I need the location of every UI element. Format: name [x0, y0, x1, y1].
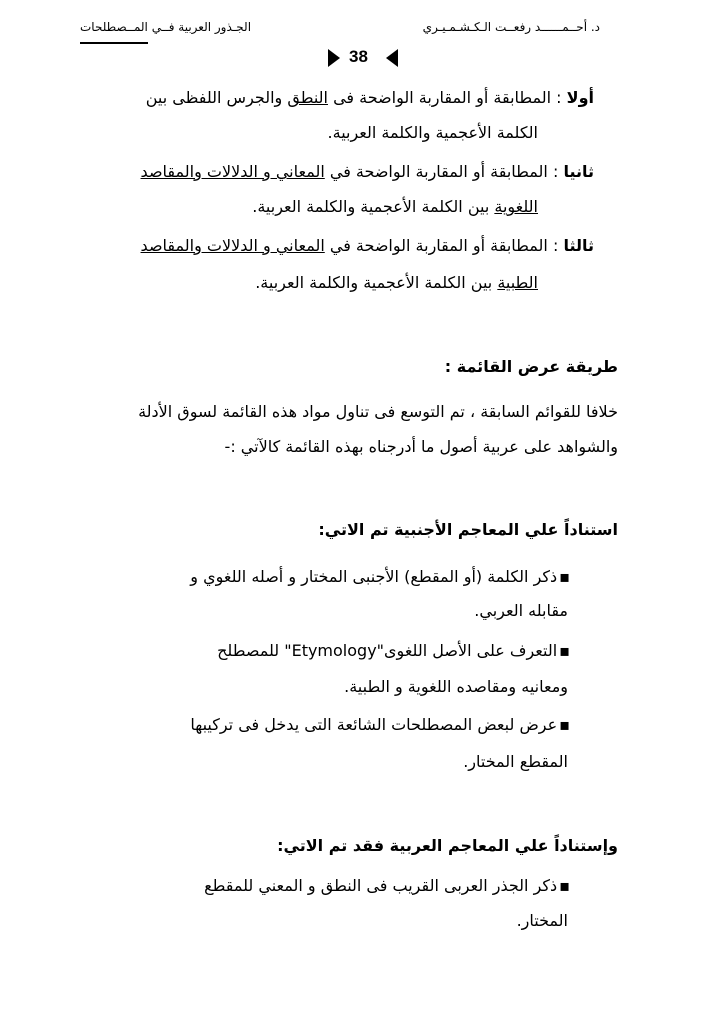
page-number: 38	[349, 47, 368, 66]
method-heading: طريقة عرض القائمة :	[444, 357, 618, 376]
foreign-bullet-1-line-2: مقابله العربي.	[474, 601, 568, 620]
foreign-bullet-1-line-1: ▪ ذكر الكلمة (أو المقطع) الأجنبى المختار و أصله اللغوي و	[190, 567, 570, 586]
criterion-2-line-1-run-3: المعاني و الدلالات والمقاصد	[140, 162, 325, 181]
criterion-1-line-1-run-3: النطق	[287, 88, 328, 107]
arabic-dictionaries-heading: وإستناداً علي المعاجم العربية فقد تم الاتي:	[277, 836, 618, 855]
criterion-2-line-1	[141, 162, 594, 181]
criterion-3-line-1	[141, 236, 594, 255]
criterion-2-line-1-run-2: : المطابقة أو المقاربة الواضحة في	[324, 162, 564, 181]
header-author: د. أحــمــــــد رفعــت الـكـشـمـيـري	[422, 20, 600, 34]
arrow-right-icon	[328, 49, 340, 67]
criterion-3-line-2-run-1: الطبية	[497, 273, 538, 292]
criterion-2-line-2-run-1: اللغوية	[494, 197, 538, 216]
arrow-left-icon	[386, 49, 398, 67]
criterion-1-line-2	[328, 123, 538, 142]
foreign-bullet-3-line-2: المقطع المختار.	[463, 752, 568, 771]
criterion-2-line-2-run-2: بين الكلمة الأعجمية والكلمة العربية.	[252, 197, 495, 216]
header-book-title: الجـذور العربية فــي المــصطلحات	[80, 20, 252, 34]
criterion-1-line-1-run-1: أولا	[566, 88, 594, 107]
criterion-1-line-1-run-4: والجرس اللفظى بين	[145, 88, 288, 107]
arabic-bullet-1-line-2: المختار.	[516, 911, 568, 930]
criterion-2-line-2	[252, 197, 538, 216]
method-paragraph-line-2: والشواهد على عربية أصول ما أدرجناه بهذه القائمة كالآتي :-	[224, 437, 618, 456]
header-rule	[80, 42, 148, 44]
method-paragraph-line-1: خلافا للقوائم السابقة ، تم التوسع فى تناول مواد هذه القائمة لسوق الأدلة	[138, 402, 618, 421]
criterion-1-line-2-run-1: الكلمة الأعجمية والكلمة العربية.	[327, 123, 538, 142]
criterion-1-line-1	[146, 88, 594, 107]
foreign-bullet-2-line-1: ▪ التعرف على الأصل اللغوى"Etymology" للمصطلح	[217, 641, 570, 660]
arabic-bullet-1-line-1: ▪ ذكر الجذر العربى القريب فى النطق و المعني للمقطع	[204, 876, 570, 895]
criterion-3-line-2	[255, 273, 538, 292]
criterion-3-line-1-run-1: ثالثا	[563, 236, 594, 255]
criterion-3-line-2-run-2: بين الكلمة الأعجمية والكلمة العربية.	[255, 273, 498, 292]
page-number-box	[312, 42, 412, 74]
foreign-dictionaries-heading: استناداً علي المعاجم الأجنبية تم الاتي:	[318, 520, 618, 539]
foreign-bullet-3-line-1: ▪ عرض لبعض المصطلحات الشائعة التى يدخل فى تركيبها	[190, 715, 570, 734]
foreign-bullet-2-line-2: ومعانيه ومقاصده اللغوية و الطبية.	[344, 677, 568, 696]
criterion-2-line-1-run-1: ثانيا	[563, 162, 594, 181]
criterion-3-line-1-run-2: : المطابقة أو المقاربة الواضحة في	[324, 236, 564, 255]
criterion-1-line-1-run-2: : المطابقة أو المقاربة الواضحة فى	[327, 88, 567, 107]
criterion-3-line-1-run-3: المعاني و الدلالات والمقاصد	[140, 236, 325, 255]
